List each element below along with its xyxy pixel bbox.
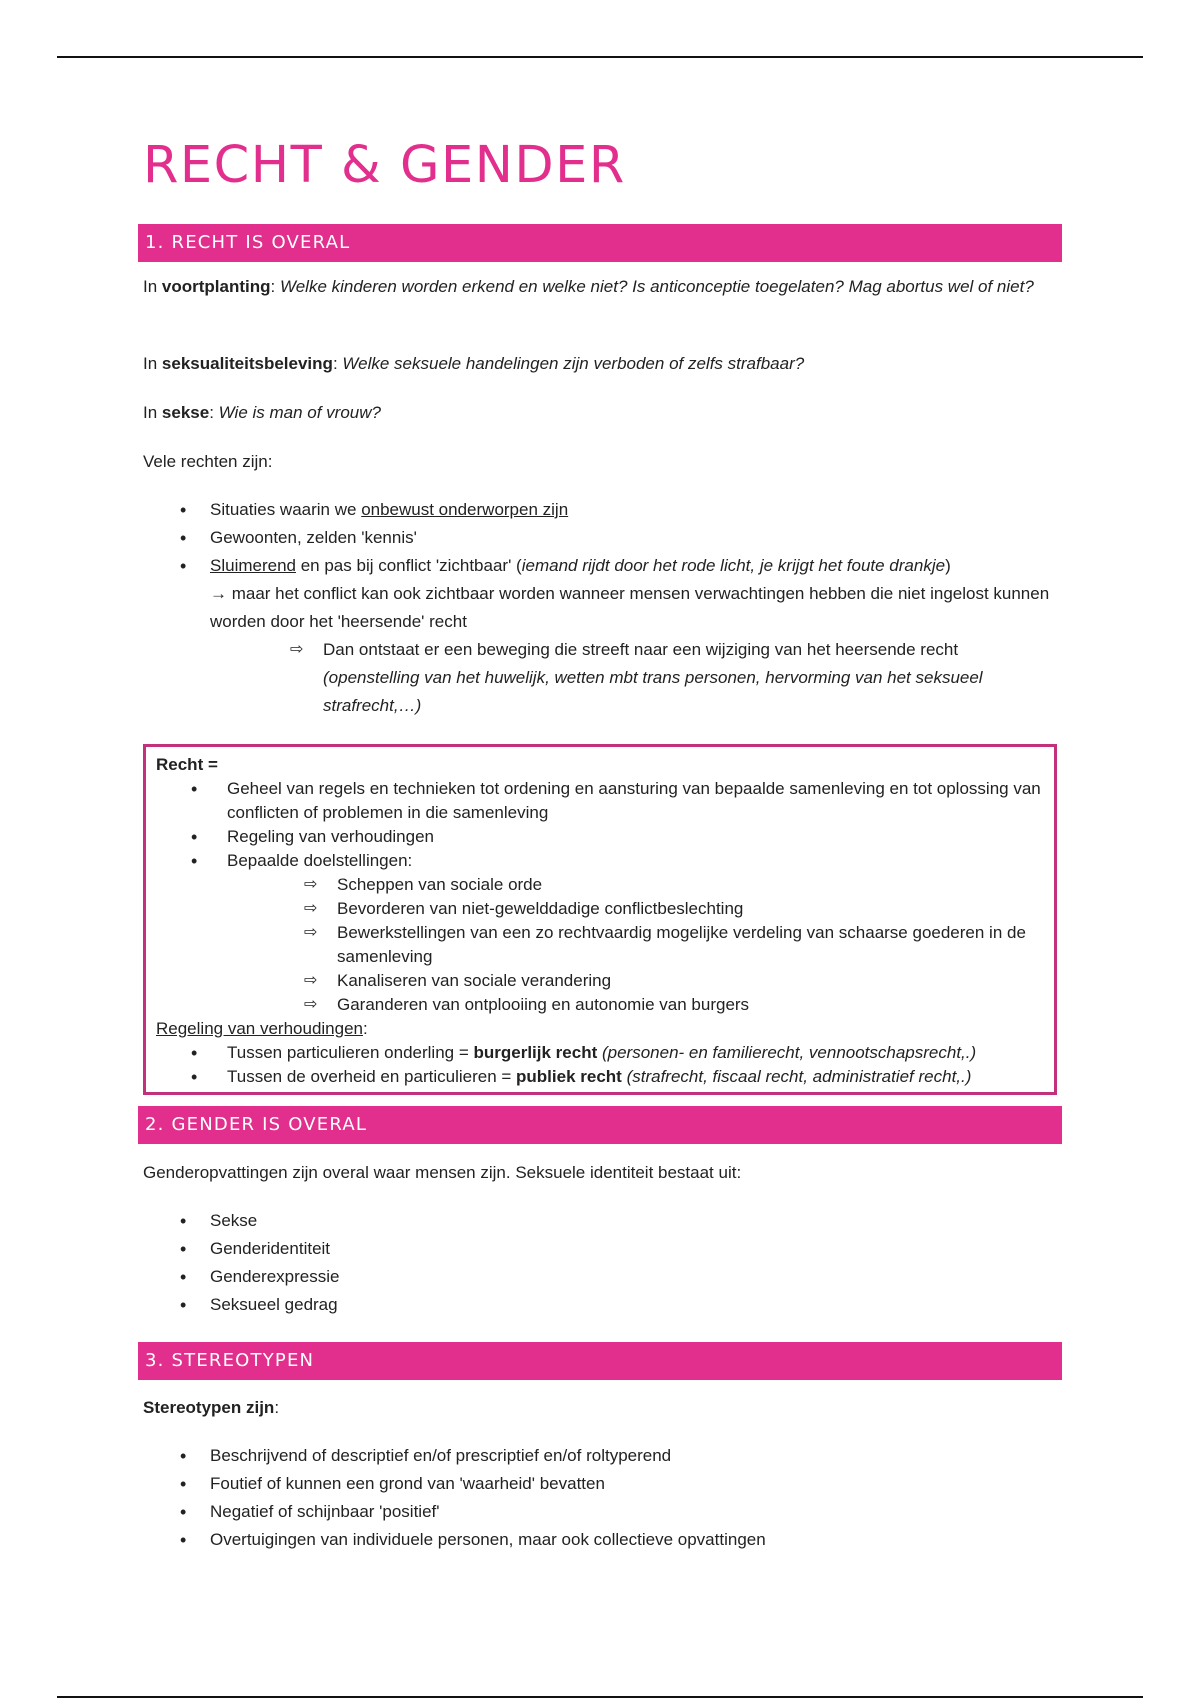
list-item: • Sekse: [143, 1207, 1058, 1235]
document-title: RECHT & GENDER: [143, 136, 626, 195]
list-item: • Seksueel gedrag: [143, 1291, 1058, 1319]
box-label: Recht =: [156, 755, 218, 774]
arrow-note: → maar het conflict kan ook zichtbaar worden wanneer mensen verwachtingen hebben die niet ingelost kunnen worden door het 'heersende' recht: [210, 584, 1050, 631]
recht-definition-list: [156, 777, 1044, 1017]
sub-list-item: ⇨ Bevorderen van niet-gewelddadige conflictbeslechting: [156, 897, 1044, 921]
list-item: • Geheel van regels en technieken tot ordening en aansturing van bepaalde samenleving en tot oplossing van conflicten of problemen in die samenleving: [156, 777, 1044, 825]
paragraph-seksualiteitsbeleving: In seksualiteitsbeleving: Welke seksuele handelingen zijn verboden of zelfs strafbaar?: [143, 354, 805, 373]
list-item: • Bepaalde doelstellingen:: [156, 849, 1044, 873]
footer-rule: [57, 1696, 1143, 1698]
list-item: • Tussen de overheid en particulieren = publiek recht (strafrecht, fiscaal recht, administratief recht,.): [156, 1065, 1044, 1089]
list-item: • Foutief of kunnen een grond van 'waarheid' bevatten: [143, 1470, 1058, 1498]
regeling-label: Regeling van verhoudingen:: [156, 1019, 368, 1038]
list-item: • Negatief of schijnbaar 'positief': [143, 1498, 1058, 1526]
sub-list-item: ⇨ Scheppen van sociale orde: [156, 873, 1044, 897]
section-heading-stereotypen: 3. STEREOTYPEN: [138, 1342, 1062, 1380]
list-item: • Overtuigingen van individuele personen, maar ook collectieve opvattingen: [143, 1526, 1058, 1554]
paragraph-voortplanting: In voortplanting: Welke kinderen worden erkend en welke niet? Is anticonceptie toegelaten? Mag abortus wel of niet?: [143, 277, 1034, 296]
sub-list-item: ⇨ Garanderen van ontplooiing en autonomie van burgers: [156, 993, 1044, 1017]
sub-list-item: ⇨ Dan ontstaat er een beweging die streeft naar een wijziging van het heersende recht (openstelling van het huwelijk, wetten mbt trans personen, hervorming van het seksueel strafrecht,…): [143, 636, 1058, 720]
list-item: • Sluimerend en pas bij conflict 'zichtbaar' (iemand rijdt door het rode licht, je krijgt het foute drankje) → maar het conflict kan ook zichtbaar worden wanneer mensen verwachtingen hebben die niet ingelost kunnen worden door het 'heersende' recht: [143, 552, 1058, 636]
sub-list-item: ⇨ Bewerkstellingen van een zo rechtvaardig mogelijke verdeling van schaarse goederen in de samenleving: [156, 921, 1044, 969]
list-item: • Genderexpressie: [143, 1263, 1058, 1291]
list-item: • Situaties waarin we onbewust onderworpen zijn: [143, 496, 1058, 524]
list-item: • Beschrijvend of descriptief en/of prescriptief en/of roltyperend: [143, 1442, 1058, 1470]
paragraph-genderopvattingen: Genderopvattingen zijn overal waar mensen zijn. Seksuele identiteit bestaat uit:: [143, 1163, 742, 1182]
sub-list-item: ⇨ Kanaliseren van sociale verandering: [156, 969, 1044, 993]
list-item: • Regeling van verhoudingen: [156, 825, 1044, 849]
seksuele-identiteit-list: [143, 1207, 1058, 1319]
section-heading-gender-is-overal: 2. GENDER IS OVERAL: [138, 1106, 1062, 1144]
list-item: • Genderidentiteit: [143, 1235, 1058, 1263]
section-heading-recht-is-overal: 1. RECHT IS OVERAL: [138, 224, 1062, 262]
header-rule: [57, 56, 1143, 58]
regeling-list: [156, 1041, 1044, 1089]
stereotypen-list: [143, 1442, 1058, 1554]
recht-definition-box: [143, 744, 1057, 1095]
paragraph-vele-rechten: Vele rechten zijn:: [143, 452, 273, 471]
rechten-list: [143, 496, 1058, 720]
paragraph-sekse: In sekse: Wie is man of vrouw?: [143, 403, 381, 422]
list-item: • Tussen particulieren onderling = burgerlijk recht (personen- en familierecht, vennootschapsrecht,.): [156, 1041, 1044, 1065]
paragraph-stereotypen-zijn: Stereotypen zijn:: [143, 1398, 280, 1417]
list-item: • Gewoonten, zelden 'kennis': [143, 524, 1058, 552]
